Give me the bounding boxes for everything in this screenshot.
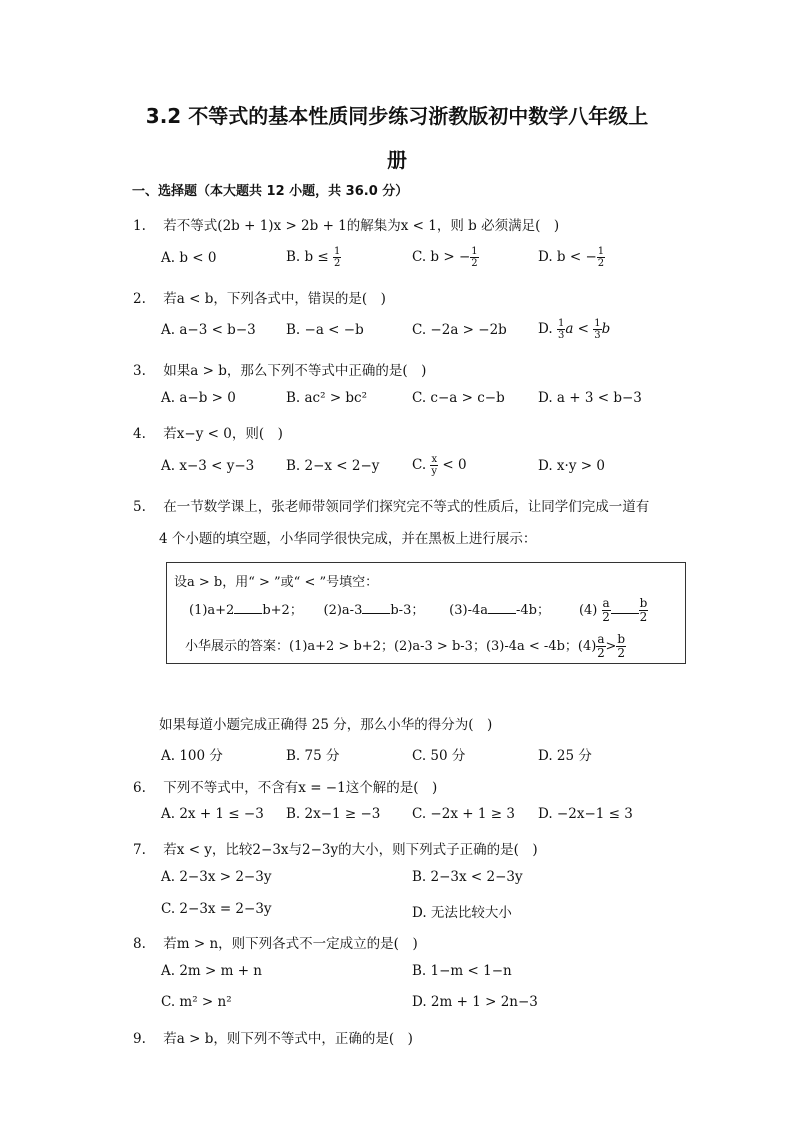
question-5-followup: 如果每道小题完成正确得 25 分，那么小华的得分为( ) <box>159 717 493 733</box>
question-stem: 若a < b，下列各式中，错误的是( ) <box>163 291 386 307</box>
option-d: D. x·y > 0 <box>538 458 605 474</box>
document-title-line-2: 册 <box>387 148 407 172</box>
question-stem: 在一节数学课上，张老师带领同学们探究完不等式的性质后，让同学们完成一道有 <box>163 499 650 515</box>
question-stem: 下列不等式中，不含有x = −1这个解的是( ) <box>163 780 438 796</box>
box-answer: 小华展示的答案：(1)a+2 > b+2；(2)a-3 > b-3；(3)-4a < -4b；(4) $\frac{a}{2}$ > $\frac{b}{2}$ <box>185 632 626 660</box>
fraction: $\frac{1}{2}$ <box>334 246 341 269</box>
option-b: B. b ≤ $\frac{1}{2}$ <box>286 246 341 269</box>
option-a: A. 100 分 <box>161 748 223 764</box>
option-a: A. 2−3x > 2−3y <box>161 869 272 885</box>
question-number: 4. <box>133 426 146 442</box>
question-number: 1. <box>133 218 146 234</box>
option-a: A. 2m > m + n <box>161 963 263 979</box>
question-2 <box>133 287 386 307</box>
option-c: C. −2x + 1 ≥ 3 <box>412 806 515 822</box>
option-d: D. 无法比较大小 <box>412 905 512 921</box>
question-9 <box>133 1027 413 1047</box>
option-c: C. m² > n² <box>161 994 232 1010</box>
option-a: A. x−3 < y−3 <box>161 458 255 474</box>
question-3 <box>133 359 426 379</box>
question-stem: 若不等式(2b + 1)x > 2b + 1的解集为x < 1，则 b 必须满足( ) <box>163 218 560 234</box>
blackboard-box <box>166 562 686 664</box>
fraction: $\frac{1}{2}$ <box>471 246 478 269</box>
question-stem: 若m > n，则下列各式不一定成立的是( ) <box>163 936 418 952</box>
option-d: D. 25 分 <box>538 748 592 764</box>
question-4 <box>133 422 283 442</box>
option-b: B. 75 分 <box>286 748 340 764</box>
question-number: 7. <box>133 842 146 858</box>
question-stem: 若x < y，比较2−3x与2−3y的大小，则下列式子正确的是( ) <box>163 842 538 858</box>
box-items: (1)a+2 b+2； (2)a-3 b-3； (3)-4a -4b； (4) $\frac{a}{2}$ $\frac{b}{2}$ <box>189 596 648 624</box>
option-b: B. −a < −b <box>286 322 364 338</box>
option-a: A. b < 0 <box>161 250 217 266</box>
section-heading: 一、选择题（本大题共 12 小题，共 36.0 分） <box>132 184 409 199</box>
question-1 <box>133 214 559 234</box>
question-stem: 如果a > b，那么下列不等式中正确的是( ) <box>163 363 427 379</box>
question-6 <box>133 776 437 796</box>
option-c: C. $\frac{x}{y}$ < 0 <box>412 454 467 477</box>
question-stem: 若a > b，则下列不等式中，正确的是( ) <box>163 1031 413 1047</box>
option-c: C. 2−3x = 2−3y <box>161 901 272 917</box>
question-stem-continued: 4 个小题的填空题，小华同学很快完成，并在黑板上进行展示： <box>159 531 537 547</box>
question-number: 5. <box>133 499 146 515</box>
option-c: C. −2a > −2b <box>412 322 507 338</box>
question-number: 8. <box>133 936 146 952</box>
question-number: 6. <box>133 780 146 796</box>
question-number: 3. <box>133 363 146 379</box>
question-7 <box>133 838 538 858</box>
option-b: B. ac² > bc² <box>286 390 368 406</box>
option-a: A. 2x + 1 ≤ −3 <box>161 806 264 822</box>
option-b: B. 1−m < 1−n <box>412 963 512 979</box>
option-b: B. 2−3x < 2−3y <box>412 869 523 885</box>
option-c: C. b > − $\frac{1}{2}$ <box>412 246 478 269</box>
option-b: B. 2−x < 2−y <box>286 458 380 474</box>
option-d: D. −2x−1 ≤ 3 <box>538 806 633 822</box>
option-d: D. 2m + 1 > 2n−3 <box>412 994 538 1010</box>
fraction: $\frac{1}{2}$ <box>597 246 605 269</box>
option-c: C. 50 分 <box>412 748 466 764</box>
option-b: B. 2x−1 ≥ −3 <box>286 806 381 822</box>
option-a: A. a−3 < b−3 <box>161 322 256 338</box>
question-stem: 若x−y < 0，则( ) <box>163 426 283 442</box>
option-a: A. a−b > 0 <box>161 390 236 406</box>
option-c: C. c−a > c−b <box>412 390 505 406</box>
option-d: D. $\frac{1}{3}$ a < $\frac{1}{3}$ b <box>538 318 611 341</box>
question-8 <box>133 932 418 952</box>
option-d: D. b < − $\frac{1}{2}$ <box>538 246 605 269</box>
document-title-line-1: 3.2 不等式的基本性质同步练习浙教版初中数学八年级上 <box>145 104 649 128</box>
box-instruction: 设a > b，用“ > ”或“ < ”号填空： <box>174 575 379 590</box>
option-d: D. a + 3 < b−3 <box>538 390 642 406</box>
question-number: 2. <box>133 291 146 307</box>
question-5 <box>133 495 649 515</box>
question-number: 9. <box>133 1031 146 1047</box>
